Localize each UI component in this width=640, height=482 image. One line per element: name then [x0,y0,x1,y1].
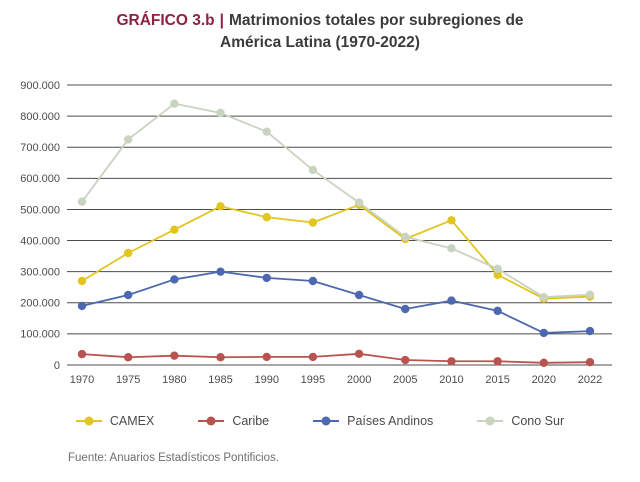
x-tick-label: 1985 [208,374,233,386]
chart-legend [0,414,640,428]
y-tick-label: 500.000 [20,204,60,217]
y-tick-label: 0 [53,359,60,372]
x-tick-label: 2000 [346,374,372,386]
x-tick-label: 2010 [439,374,464,386]
chart-title-line2: América Latina (1970-2022) [220,34,420,51]
x-tick-label: 1980 [162,374,187,386]
chart-title-separator: | [219,12,224,29]
source-note: Fuente: Anuarios Estadísticos Pontificios. [68,452,279,464]
chart-title [0,10,640,54]
data-point [78,197,86,205]
y-tick-label: 400.000 [20,235,60,248]
data-point [355,350,363,358]
y-tick-label: 600.000 [20,173,60,186]
data-point [540,293,548,301]
data-point [355,291,363,299]
data-point [447,357,455,365]
data-point [447,216,455,224]
legend-label: Caribe [232,414,270,428]
data-point [447,296,455,304]
legend-marker-icon [198,420,224,422]
line-chart [0,70,640,400]
x-tick-label: 2020 [531,374,557,386]
data-point [263,353,271,361]
series-line [82,354,590,363]
legend-item [198,414,269,428]
legend-dot-icon [322,417,331,426]
legend-item [313,414,433,428]
data-point [170,225,178,233]
legend-dot-icon [84,417,93,426]
data-point [263,213,271,221]
data-point [124,353,132,361]
data-point [216,267,224,275]
data-point [263,274,271,282]
data-point [124,135,132,143]
chart-title-prefix: GRÁFICO 3.b [116,12,215,29]
data-point [170,275,178,283]
data-point [447,244,455,252]
data-point [540,329,548,337]
data-point [124,291,132,299]
y-tick-label: 700.000 [20,142,60,155]
y-tick-label: 800.000 [20,110,60,123]
legend-label: Cono Sur [511,414,565,428]
data-point [309,218,317,226]
data-point [586,358,594,366]
legend-label: CAMEX [109,414,155,428]
x-tick-label: 1995 [300,374,326,386]
data-point [78,302,86,310]
x-tick-label: 2015 [485,374,510,386]
data-point [309,166,317,174]
data-point [493,265,501,273]
data-point [216,202,224,210]
legend-label: Países Andinos [347,414,434,428]
y-tick-label: 200.000 [20,297,60,310]
data-point [309,277,317,285]
data-point [493,307,501,315]
x-tick-label: 2022 [577,374,603,386]
series-line [82,104,590,298]
legend-item [76,414,154,428]
x-tick-label: 1975 [115,374,141,386]
data-point [401,305,409,313]
data-point [78,277,86,285]
chart-title-line1: Matrimonios totales por subregiones de [228,12,524,29]
data-point [401,233,409,241]
data-point [586,290,594,298]
y-tick-label: 100.000 [20,328,60,341]
x-tick-label: 1970 [69,374,95,386]
data-point [401,356,409,364]
y-tick-label: 900.000 [20,79,60,92]
legend-marker-icon [477,420,503,422]
data-point [586,327,594,335]
data-point [493,357,501,365]
data-point [170,351,178,359]
y-tick-label: 300.000 [20,266,60,279]
legend-marker-icon [313,420,339,422]
legend-dot-icon [207,417,216,426]
data-point [216,353,224,361]
x-tick-label: 1990 [254,374,279,386]
data-point [170,99,178,107]
legend-marker-icon [76,420,102,422]
data-point [355,198,363,206]
data-point [216,109,224,117]
x-tick-label: 2005 [393,374,418,386]
data-point [78,350,86,358]
data-point [263,127,271,135]
legend-item [477,414,564,428]
data-point [309,353,317,361]
data-point [124,249,132,257]
data-point [540,359,548,367]
legend-dot-icon [486,417,495,426]
